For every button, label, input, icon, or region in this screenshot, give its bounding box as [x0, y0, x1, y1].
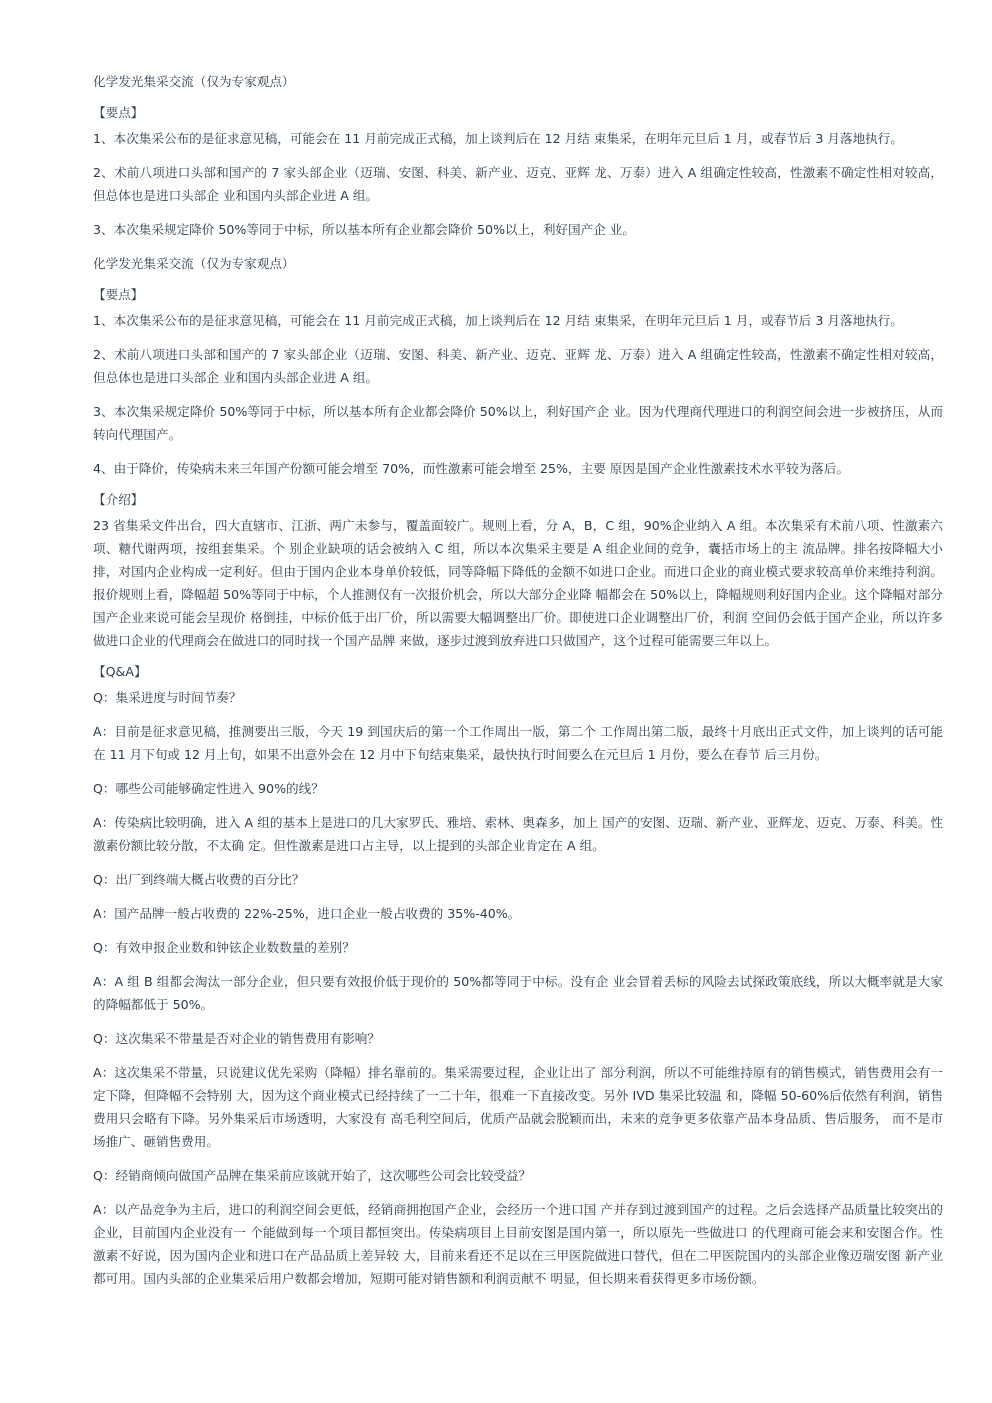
qa-question-2: Q：哪些公司能够确定性进入 90%的线？ — [93, 781, 324, 796]
qa-answer-2: A：传染病比较明确，进入 A 组的基本上是进口的几大家罗氏、雅培、索林、奥森多，加上 国产的安图、迈瑞、新产业、亚辉龙、迈克、万泰、科美。性激素份额比较分散，不太确 定。但性激素是进口占主导，以上提到的头部企业肯定在 A 组。 — [93, 815, 943, 853]
section1-heading: 【要点】 — [93, 105, 144, 120]
qa-question-1: Q：集采进度与时间节奏？ — [93, 690, 242, 705]
qa-answer-6: A：以产品竞争为主后，进口的利润空间会更低，经销商拥抱国产企业，会经历一个进口国 产并存到过渡到国产的过程。之后会选择产品质量比较突出的企业，目前国内企业没有一 个能做到每一个项目都恒突出。传染病项目上目前安图是国内第一，所以原先一些做进口 的代理商可能会来和安图合作。性激素不好说，因为国内企业和进口在产品品质上差异较 大，目前来看还不足以在三甲医院做进口替代，但在二甲医院国内的头部企业像迈瑞安图 新产业都可用。国内头部的企业集采后用户数都会增加，短期可能对销售额和利润贡献不 明显，但长期来看获得更多市场份额。 — [93, 1202, 943, 1286]
qa-answer-1: A：目前是征求意见稿，推测要出三版，今天 19 到国庆后的第一个工作周出一版，第二个 工作周出第二版，最终十月底出正式文件，加上谈判的话可能在 11 月下旬或 12 月上旬，如果不出意外会在 12 月中下旬结束集采，最快执行时间要么在元旦后 1 月份，要么在春节 后三月份。 — [93, 724, 943, 762]
qa-answer-4: A：A 组 B 组都会淘汰一部分企业，但只要有效报价低于现价的 50%都等同于中标。没有企 业会冒着丢标的风险去试探政策底线，所以大概率就是大家的降幅都低于 50%。 — [93, 974, 943, 1012]
section1-point-1: 1、本次集采公布的是征求意见稿，可能会在 11 月前完成正式稿，加上谈判后在 12 月结 束集采，在明年元旦后 1 月，或春节后 3 月落地执行。 — [93, 131, 903, 146]
qa-heading: 【Q&A】 — [93, 664, 147, 679]
intro-heading: 【介绍】 — [93, 492, 144, 507]
intro-text: 23 省集采文件出台，四大直辖市、江浙、两广未参与，覆盖面较广。规则上看，分 A，B，C 组，90%企业纳入 A 组。本次集采有术前八项、性激素六项、糖代谢两项，按组套集采。个 别企业缺项的话会被纳入 C 组，所以本次集采主要是 A 组企业间的竞争，囊括市场上的主 流品牌。排名按降幅大小排，对国内企业构成一定利好。但由于国内企业本身单价较低，同等降幅下降低的金额不如进口企业。而进口企业的商业模式要求较高单价来维持利润。报价规则上看，降幅超 50%等同于中标，个人推测仅有一次报价机会，所以大部分企业降 幅都会在 50%以上，降幅规则利好国内企业。这个降幅对部分国产企业来说可能会呈现价 格倒挂，中标价低于出厂价，所以需要大幅调整出厂价。即使进口企业调整出厂价，利润 空间仍会低于国产企业，所以许多做进口企业的代理商会在做进口的同时找一个国产品牌 来做，逐步过渡到放弃进口只做国产，这个过程可能需要三年以上。 — [93, 518, 943, 648]
qa-question-5: Q：这次集采不带量是否对企业的销售费用有影响？ — [93, 1031, 380, 1046]
document-page — [93, 70, 943, 1290]
section2-title: 化学发光集采交流（仅为专家观点） — [93, 256, 295, 271]
section2-point-1: 1、本次集采公布的是征求意见稿，可能会在 11 月前完成正式稿，加上谈判后在 12 月结 束集采，在明年元旦后 1 月，或春节后 3 月落地执行。 — [93, 313, 903, 328]
qa-answer-3: A：国产品牌一般占收费的 22%-25%，进口企业一般占收费的 35%-40%。 — [93, 906, 521, 921]
section1-point-2: 2、术前八项进口头部和国产的 7 家头部企业（迈瑞、安图、科美、新产业、迈克、亚辉 龙、万泰）进入 A 组确定性较高，性激素不确定性相对较高，但总体也是进口头部企 业和国内头部企业进 A 组。 — [93, 165, 943, 203]
section1-point-3: 3、本次集采规定降价 50%等同于中标，所以基本所有企业都会降价 50%以上，利好国产企 业。 — [93, 222, 635, 237]
section2-heading: 【要点】 — [93, 287, 144, 302]
qa-question-6: Q：经销商倾向做国产品牌在集采前应该就开始了，这次哪些公司会比较受益？ — [93, 1168, 532, 1183]
qa-question-4: Q：有效申报企业数和钟铉企业数数量的差别？ — [93, 940, 355, 955]
section2-point-2: 2、术前八项进口头部和国产的 7 家头部企业（迈瑞、安图、科美、新产业、迈克、亚辉 龙、万泰）进入 A 组确定性较高，性激素不确定性相对较高，但总体也是进口头部企 业和国内头部企业进 A 组。 — [93, 347, 943, 385]
qa-question-3: Q：出厂到终端大概占收费的百分比？ — [93, 872, 305, 887]
qa-answer-5: A：这次集采不带量，只说建议优先采购（降幅）排名靠前的。集采需要过程，企业让出了 部分利润，所以不可能维持原有的销售模式，销售费用会有一定下降，但降幅不会特别 大，因为这个商业模式已经持续了一二十年，很难一下直接改变。另外 IVD 集采比较温 和，降幅 50-60%后依然有利润，销售费用只会略有下降。另外集采后市场透明，大家没有 高毛利空间后，优质产品就会脱颖而出，未来的竞争更多依靠产品本身品质、售后服务， 而不是市场推广、砸销售费用。 — [93, 1065, 943, 1149]
section2-point-4: 4、由于降价，传染病未来三年国产份额可能会增至 70%，而性激素可能会增至 25%，主要 原因是国产企业性激素技术水平较为落后。 — [93, 461, 850, 476]
section2-point-3: 3、本次集采规定降价 50%等同于中标，所以基本所有企业都会降价 50%以上，利好国产企 业。因为代理商代理进口的利润空间会进一步被挤压，从而转向代理国产。 — [93, 404, 943, 442]
section1-title: 化学发光集采交流（仅为专家观点） — [93, 74, 295, 89]
